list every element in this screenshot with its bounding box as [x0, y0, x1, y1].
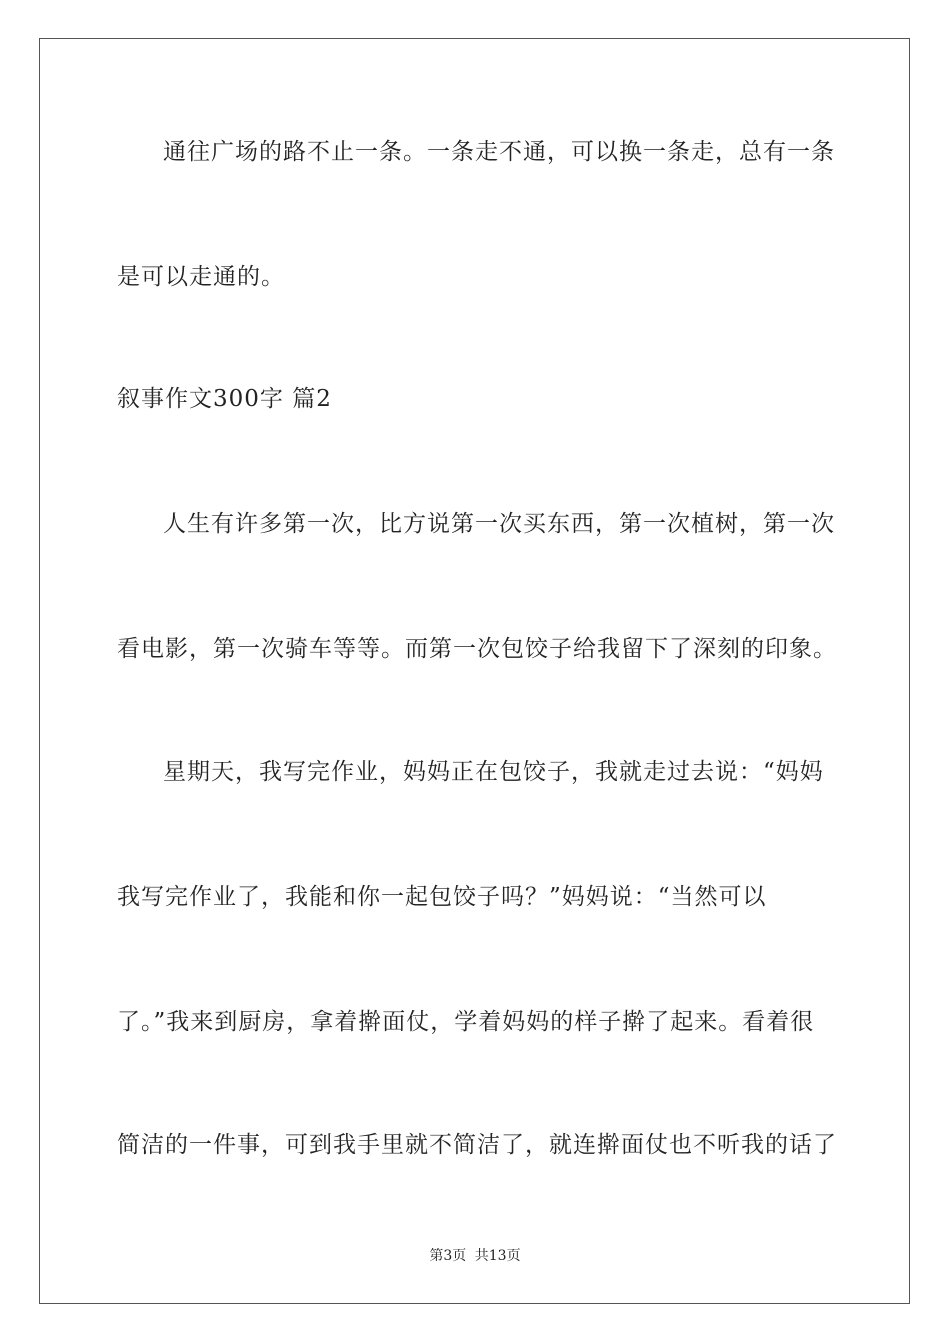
page-footer — [0, 1247, 950, 1265]
paragraph-line: 简洁的一件事，可到我手里就不简洁了，就连擀面仗也不听我的话了 — [117, 1132, 837, 1158]
page-number: 第3页 — [429, 1248, 467, 1264]
paragraph-line: 看电影，第一次骑车等等。而第一次包饺子给我留下了深刻的印象。 — [117, 636, 837, 662]
page-frame — [39, 38, 910, 1304]
paragraph-line: 通往广场的路不止一条。一条走不通，可以换一条走，总有一条 — [163, 139, 835, 165]
paragraph-line: 人生有许多第一次，比方说第一次买东西，第一次植树，第一次 — [163, 511, 835, 537]
paragraph-line: 了。”我来到厨房，拿着擀面仗，学着妈妈的样子擀了起来。看着很 — [117, 1009, 815, 1035]
section-heading: 叙事作文300字 篇2 — [117, 386, 332, 412]
paragraph-line: 星期天，我写完作业，妈妈正在包饺子，我就走过去说：“妈妈 — [163, 759, 824, 785]
page-total: 共13页 — [474, 1248, 521, 1264]
paragraph-line: 是可以走通的。 — [117, 264, 285, 290]
paragraph-line: 我写完作业了，我能和你一起包饺子吗？”妈妈说：“当然可以 — [117, 884, 767, 910]
